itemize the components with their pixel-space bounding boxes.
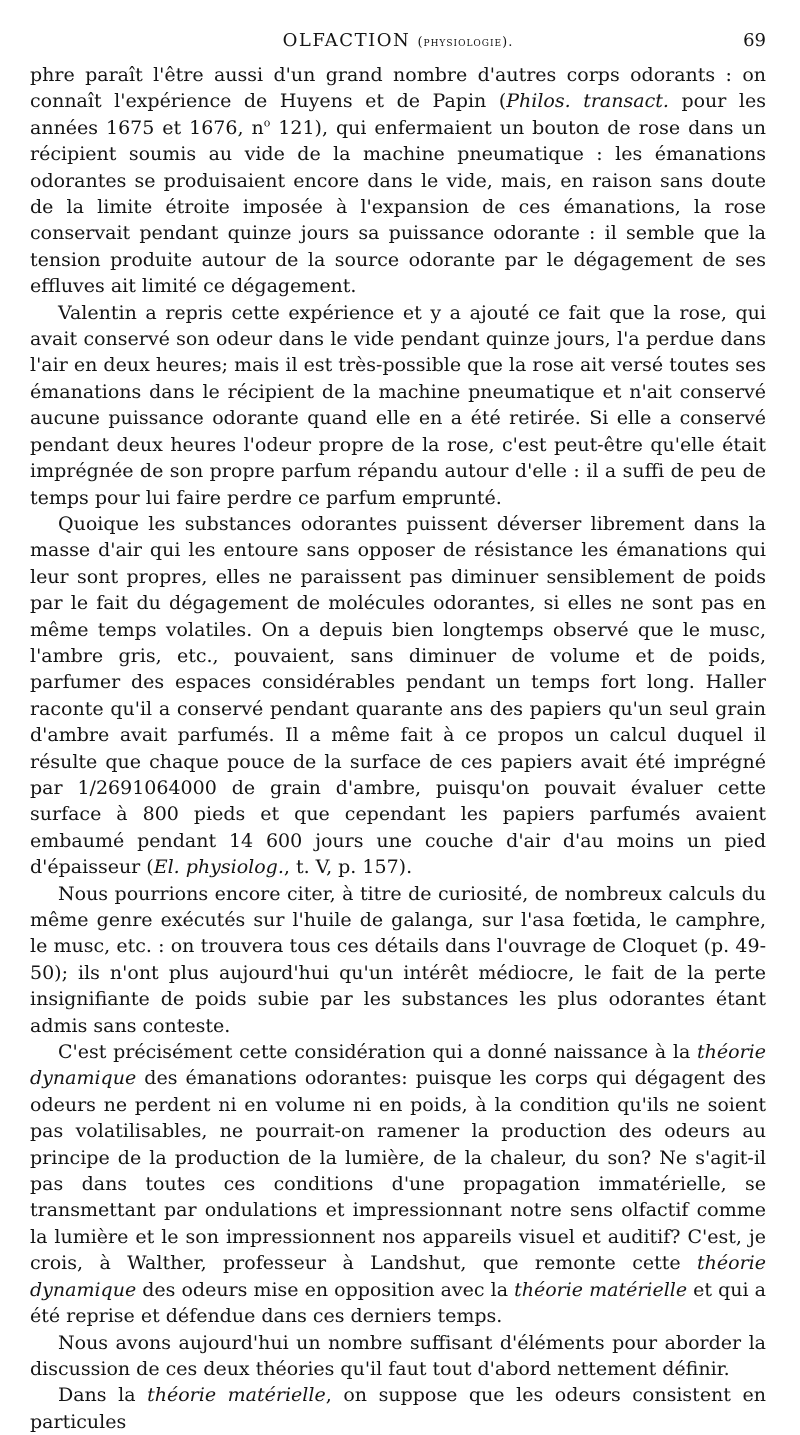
running-head-title bbox=[30, 30, 766, 51]
paragraph-2 bbox=[30, 300, 766, 511]
body-text bbox=[30, 62, 766, 1435]
running-head-subtitle: (physiologie). bbox=[417, 35, 514, 50]
text-run: et qui a été reprise et défendue dans ces derniers temps. bbox=[30, 1278, 766, 1328]
running-head-title-text: OLFACTION bbox=[282, 30, 411, 51]
running-head bbox=[30, 30, 766, 56]
text-run-italic: théorie matérielle bbox=[147, 1384, 326, 1407]
paragraph-6 bbox=[30, 1330, 766, 1383]
text-run-superscript: o bbox=[263, 116, 271, 130]
paragraph-1 bbox=[30, 62, 766, 300]
text-run: phre paraît l'être aussi d'un grand nombre d'autres corps odorants : on connaît l'expérience de Huyens et de Papin ( bbox=[30, 64, 766, 113]
paragraph-5 bbox=[30, 1039, 766, 1329]
page-number: 69 bbox=[743, 30, 766, 51]
text-run: des odeurs mise en opposition avec la bbox=[136, 1278, 515, 1301]
text-run-italic: Philos. transact. bbox=[506, 90, 669, 113]
text-run: 121), qui enfermaient un bouton de rose dans un récipient soumis au vide de la machine pneumatique : les émanations odorantes se produisaient encore dans le vide, mais, en raison sans doute de la limite étroite imposée à l'expansion de ces émanations, la rose conservait pendant quinze jours sa puissance odorante : il semble que la tension produite autour de la source odorante par le dégagement de ses effluves ait limité ce dégagement. bbox=[30, 116, 766, 298]
text-run: C'est précisément cette considération qui a donné naissance à la bbox=[58, 1041, 698, 1064]
paragraph-3 bbox=[30, 511, 766, 881]
text-run: des émanations odorantes: puisque les corps qui dégagent des odeurs ne perdent ni en volume ni en poids, à la condition qu'ils ne soient pas volatilisables, ne pourrait-on ramener la production des odeurs au principe de la production de la lumière, de la chaleur, du son? Ne s'agit-il pas dans toutes ces conditions d'une propagation immatérielle, se transmettant par ondulations et impressionnant notre sens olfactif comme la lumière et le son impressionnent nos appareils visuel et auditif? C'est, je crois, à Walther, professeur à Landshut, que remonte cette bbox=[30, 1067, 766, 1275]
text-run: Nous pourrions encore citer, à titre de curiosité, de nombreux calculs du même genre exécutés sur l'huile de galanga, sur l'asa fœtida, le camphre, le musc, etc. : on trouvera tous ces détails dans l'ouvrage de Cloquet (p. 49-50); ils n'ont plus aujourd'hui qu'un intérêt médiocre, le fait de la perte insignifiante de poids subie par les substances les plus odorantes étant admis sans conteste. bbox=[30, 882, 766, 1037]
text-run: Valentin a repris cette expérience et y a ajouté ce fait que la rose, qui avait conservé son odeur dans le vide pendant quinze jours, l'a perdue dans l'air en deux heures; mais il est très-possible que la rose ait versé toutes ses émanations dans le récipient de la machine pneumatique et n'ait conservé aucune puissance odorante quand elle en a été retirée. Si elle a conservé pendant deux heures l'odeur propre de la rose, c'est peut-être qu'elle était imprégnée de son propre parfum répandu autour d'elle : il a suffi de peu de temps pour lui faire perdre ce parfum emprunté. bbox=[30, 301, 766, 509]
text-run: , t. V, p. 157). bbox=[283, 856, 413, 879]
text-run: , on suppose que les odeurs consistent en particules bbox=[30, 1384, 766, 1433]
text-run: Dans la bbox=[58, 1384, 148, 1407]
text-run-italic: théorie dynamique bbox=[30, 1041, 766, 1090]
paragraph-4 bbox=[30, 881, 766, 1039]
text-run: Nous avons aujourd'hui un nombre suffisant d'éléments pour aborder la discussion de ces deux théories qu'il faut tout d'abord nettement définir. bbox=[30, 1331, 766, 1380]
text-run: Quoique les substances odorantes puissent déverser librement dans la masse d'air qui les entoure sans opposer de résistance les émanations qui leur sont propres, elles ne paraissent pas diminuer sensiblement de poids par le fait du dégagement de molécules odorantes, si elles ne sont pas en même temps volatiles. On a depuis bien longtemps observé que le musc, l'ambre gris, etc., pouvaient, sans diminuer de volume et de poids, parfumer des espaces considérables pendant un temps fort long. Haller raconte qu'il a conservé pendant quarante ans des papiers qu'un seul grain d'ambre avait parfumés. Il a même fait à ce propos un calcul duquel il résulte que chaque pouce de la surface de ces papiers avait été imprégné par 1/2691064000 de grain d'ambre, puisqu'on pouvait évaluer cette surface à 800 pieds et que cependant les papiers parfumés avaient embaumé pendant 14 600 jours une couche d'air d'au moins un pied d'épaisseur ( bbox=[30, 512, 766, 879]
text-run-italic: théorie matérielle bbox=[514, 1278, 688, 1301]
text-run-italic: théorie dynamique bbox=[30, 1252, 766, 1301]
text-run-italic: El. physiolog. bbox=[153, 856, 284, 879]
text-run: pour les années 1675 et 1676, n bbox=[30, 90, 766, 139]
paragraph-7 bbox=[30, 1382, 766, 1435]
